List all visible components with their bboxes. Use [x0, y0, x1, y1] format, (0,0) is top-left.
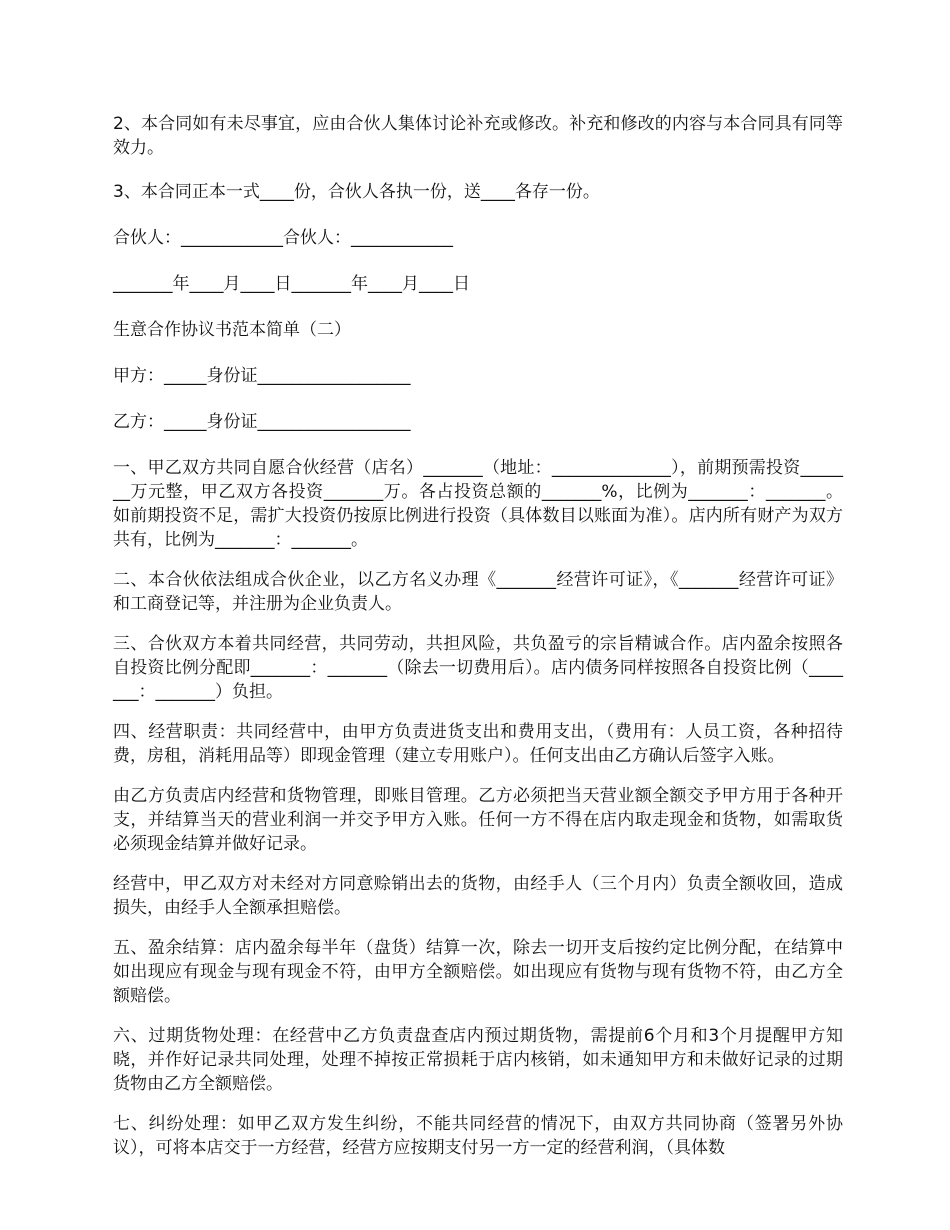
partner-signature-line: 合伙人：____________合伙人：____________ — [113, 228, 453, 248]
article-4-goods-management: 由乙方负责店内经营和货物管理，即账目管理。乙方必须把当天营业额全额交予甲方用于各种开支，并结算当天的营业利润一并交予甲方入账。任何一方不得在店内取走现金和货物，如需取货必须现金结算并做好记录。 — [113, 786, 843, 854]
article-3-profit-sharing: 三、合伙双方本着共同经营，共同劳动，共担风险，共负盈亏的宗旨精诚合作。店内盈余按照各自投资比例分配即_______：_______（除去一切费用后）。店内债务同样按照各自投资比例（_______：_______）负担。 — [113, 634, 843, 702]
article-1-investment: 一、甲乙双方共同自愿合伙经营（店名）_______（地址：______________），前期预需投资_______万元整，甲乙双方各投资_______万。各占投资总额的_______%，比例为_______：_______。如前期投资不足，需扩大投资仍按原比例进行投资（具体数目以账面为准）。店内所有财产为双方共有，比例为_______：_______。 — [113, 458, 843, 550]
clause-3-copies: 3、本合同正本一式____份，合伙人各执一份，送____各存一份。 — [113, 182, 600, 202]
party-b-line: 乙方：_____身份证__________________ — [113, 412, 411, 432]
article-5-settlement: 五、盈余结算：店内盈余每半年（盘货）结算一次，除去一切开支后按约定比例分配，在结算中如出现应有现金与现有现金不符，由甲方全额赔偿。如出现应有货物与现有货物不符，由乙方全额赔偿。 — [113, 938, 843, 1006]
article-6-expired-goods: 六、过期货物处理：在经营中乙方负责盘查店内预过期货物，需提前6个月和3个月提醒甲方知晓，并作好记录共同处理，处理不掉按正常损耗于店内核销，如未通知甲方和未做好记录的过期货物由乙方全额赔偿。 — [113, 1026, 843, 1094]
signature-date-line: _______年____月____日_______年____月____日 — [113, 274, 470, 294]
article-4-credit-sales: 经营中，甲乙双方对未经对方同意赊销出去的货物，由经手人（三个月内）负责全额收回，造成损失，由经手人全额承担赔偿。 — [113, 874, 843, 918]
document-page — [113, 112, 843, 1160]
article-7-disputes: 七、纠纷处理：如甲乙双方发生纠纷，不能共同经营的情况下，由双方共同协商（签署另外协议），可将本店交于一方经营，经营方应按期支付另一方一定的经营利润，（具体数 — [113, 1114, 843, 1158]
article-2-registration: 二、本合伙依法组成合伙企业，以乙方名义办理《_______经营许可证》，《_______经营许可证》和工商登记等，并注册为企业负责人。 — [113, 570, 843, 614]
section-title: 生意合作协议书范本简单（二） — [113, 320, 351, 340]
party-a-line: 甲方：_____身份证__________________ — [113, 366, 411, 386]
article-4-duties: 四、经营职责：共同经营中，由甲方负责进货支出和费用支出，（费用有：人员工资，各种招待费，房租，消耗用品等）即现金管理（建立专用账户）。任何支出由乙方确认后签字入账。 — [113, 722, 843, 766]
clause-2-supplement: 2、本合同如有未尽事宜，应由合伙人集体讨论补充或修改。补充和修改的内容与本合同具有同等效力。 — [113, 114, 843, 158]
